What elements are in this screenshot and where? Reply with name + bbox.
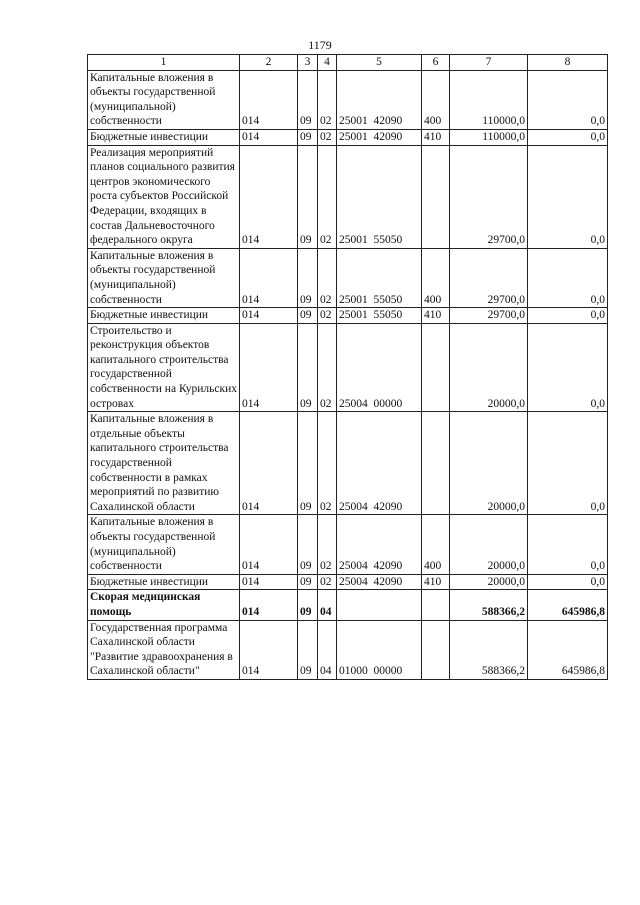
row-section: 09: [298, 308, 318, 324]
row-admin-code: 014: [240, 412, 298, 515]
table-row: [88, 323, 608, 412]
row-target-article: 25001 55050: [337, 145, 422, 248]
row-expense-type: 400: [422, 70, 450, 129]
table-row: [88, 590, 608, 620]
row-amount-year1: 110000,0: [450, 129, 528, 145]
row-admin-code: 014: [240, 590, 298, 620]
col-header-1: 1: [88, 55, 240, 71]
row-expense-type: 410: [422, 574, 450, 590]
row-expense-type: 410: [422, 129, 450, 145]
row-amount-year1: 29700,0: [450, 308, 528, 324]
budget-table: [87, 54, 608, 680]
table-row: [88, 70, 608, 129]
row-subsection: 02: [318, 248, 337, 307]
row-amount-year1: 20000,0: [450, 574, 528, 590]
table-row: [88, 248, 608, 307]
row-subsection: 02: [318, 515, 337, 574]
row-admin-code: 014: [240, 323, 298, 412]
row-admin-code: 014: [240, 248, 298, 307]
row-target-article: 25004 00000: [337, 323, 422, 412]
row-expense-type: [422, 323, 450, 412]
table-row: [88, 412, 608, 515]
row-subsection: 02: [318, 129, 337, 145]
col-header-2: 2: [240, 55, 298, 71]
row-admin-code: 014: [240, 308, 298, 324]
row-amount-year1: 110000,0: [450, 70, 528, 129]
row-subsection: 02: [318, 145, 337, 248]
col-header-5: 5: [337, 55, 422, 71]
row-section: 09: [298, 323, 318, 412]
row-target-article: 25001 42090: [337, 70, 422, 129]
row-subsection: 02: [318, 308, 337, 324]
row-expense-type: [422, 590, 450, 620]
row-name: Капитальные вложения в отдельные объекты капитального строительства государственной собственности в рамках мероприятий по развитию Сахалинской области: [88, 412, 240, 515]
row-admin-code: 014: [240, 620, 298, 679]
row-admin-code: 014: [240, 574, 298, 590]
row-expense-type: 400: [422, 248, 450, 307]
row-name: Строительство и реконструкция объектов капитального строительства государственной собственности на Курильских островах: [88, 323, 240, 412]
col-header-7: 7: [450, 55, 528, 71]
header-row: [88, 55, 608, 71]
table-row: [88, 129, 608, 145]
table-body: [88, 70, 608, 679]
table-row: [88, 515, 608, 574]
row-subsection: 04: [318, 620, 337, 679]
row-admin-code: 014: [240, 129, 298, 145]
row-section: 09: [298, 129, 318, 145]
row-target-article: 01000 00000: [337, 620, 422, 679]
row-amount-year1: 20000,0: [450, 323, 528, 412]
row-target-article: 25001 42090: [337, 129, 422, 145]
row-section: 09: [298, 620, 318, 679]
page-number: 1179: [308, 38, 332, 52]
row-section: 09: [298, 590, 318, 620]
row-amount-year2: 0,0: [528, 574, 608, 590]
row-name: Капитальные вложения в объекты государственной (муниципальной) собственности: [88, 515, 240, 574]
row-section: 09: [298, 145, 318, 248]
row-target-article: 25004 42090: [337, 574, 422, 590]
row-name: Реализация мероприятий планов социального развития центров экономического роста субъектов Российской Федерации, входящих в состав Дальневосточного федерального округа: [88, 145, 240, 248]
row-amount-year2: 0,0: [528, 145, 608, 248]
row-name: Скорая медицинская помощь: [88, 590, 240, 620]
col-header-8: 8: [528, 55, 608, 71]
row-subsection: 04: [318, 590, 337, 620]
row-amount-year1: 588366,2: [450, 620, 528, 679]
row-subsection: 02: [318, 70, 337, 129]
row-name: Бюджетные инвестиции: [88, 308, 240, 324]
row-expense-type: [422, 620, 450, 679]
row-subsection: 02: [318, 574, 337, 590]
row-section: 09: [298, 412, 318, 515]
row-amount-year1: 588366,2: [450, 590, 528, 620]
row-name: Капитальные вложения в объекты государственной (муниципальной) собственности: [88, 248, 240, 307]
row-target-article: 25001 55050: [337, 308, 422, 324]
row-expense-type: [422, 145, 450, 248]
row-admin-code: 014: [240, 70, 298, 129]
row-subsection: 02: [318, 412, 337, 515]
row-amount-year2: 645986,8: [528, 620, 608, 679]
row-admin-code: 014: [240, 145, 298, 248]
row-target-article: [337, 590, 422, 620]
row-amount-year1: 20000,0: [450, 515, 528, 574]
row-expense-type: 410: [422, 308, 450, 324]
table-row: [88, 620, 608, 679]
row-subsection: 02: [318, 323, 337, 412]
row-amount-year2: 0,0: [528, 323, 608, 412]
row-amount-year1: 20000,0: [450, 412, 528, 515]
row-target-article: 25004 42090: [337, 515, 422, 574]
col-header-3: 3: [298, 55, 318, 71]
row-name: Государственная программа Сахалинской области "Развитие здравоохранения в Сахалинской области": [88, 620, 240, 679]
row-name: Капитальные вложения в объекты государственной (муниципальной) собственности: [88, 70, 240, 129]
row-amount-year2: 0,0: [528, 70, 608, 129]
row-amount-year1: 29700,0: [450, 248, 528, 307]
table-row: [88, 574, 608, 590]
row-target-article: 25004 42090: [337, 412, 422, 515]
row-amount-year2: 0,0: [528, 248, 608, 307]
row-name: Бюджетные инвестиции: [88, 129, 240, 145]
row-amount-year2: 0,0: [528, 412, 608, 515]
row-name: Бюджетные инвестиции: [88, 574, 240, 590]
row-expense-type: 400: [422, 515, 450, 574]
row-expense-type: [422, 412, 450, 515]
row-section: 09: [298, 515, 318, 574]
row-amount-year2: 0,0: [528, 308, 608, 324]
row-amount-year2: 645986,8: [528, 590, 608, 620]
col-header-6: 6: [422, 55, 450, 71]
row-amount-year1: 29700,0: [450, 145, 528, 248]
row-admin-code: 014: [240, 515, 298, 574]
row-amount-year2: 0,0: [528, 129, 608, 145]
row-target-article: 25001 55050: [337, 248, 422, 307]
col-header-4: 4: [318, 55, 337, 71]
table-row: [88, 308, 608, 324]
row-section: 09: [298, 70, 318, 129]
row-amount-year2: 0,0: [528, 515, 608, 574]
row-section: 09: [298, 574, 318, 590]
row-section: 09: [298, 248, 318, 307]
table-row: [88, 145, 608, 248]
